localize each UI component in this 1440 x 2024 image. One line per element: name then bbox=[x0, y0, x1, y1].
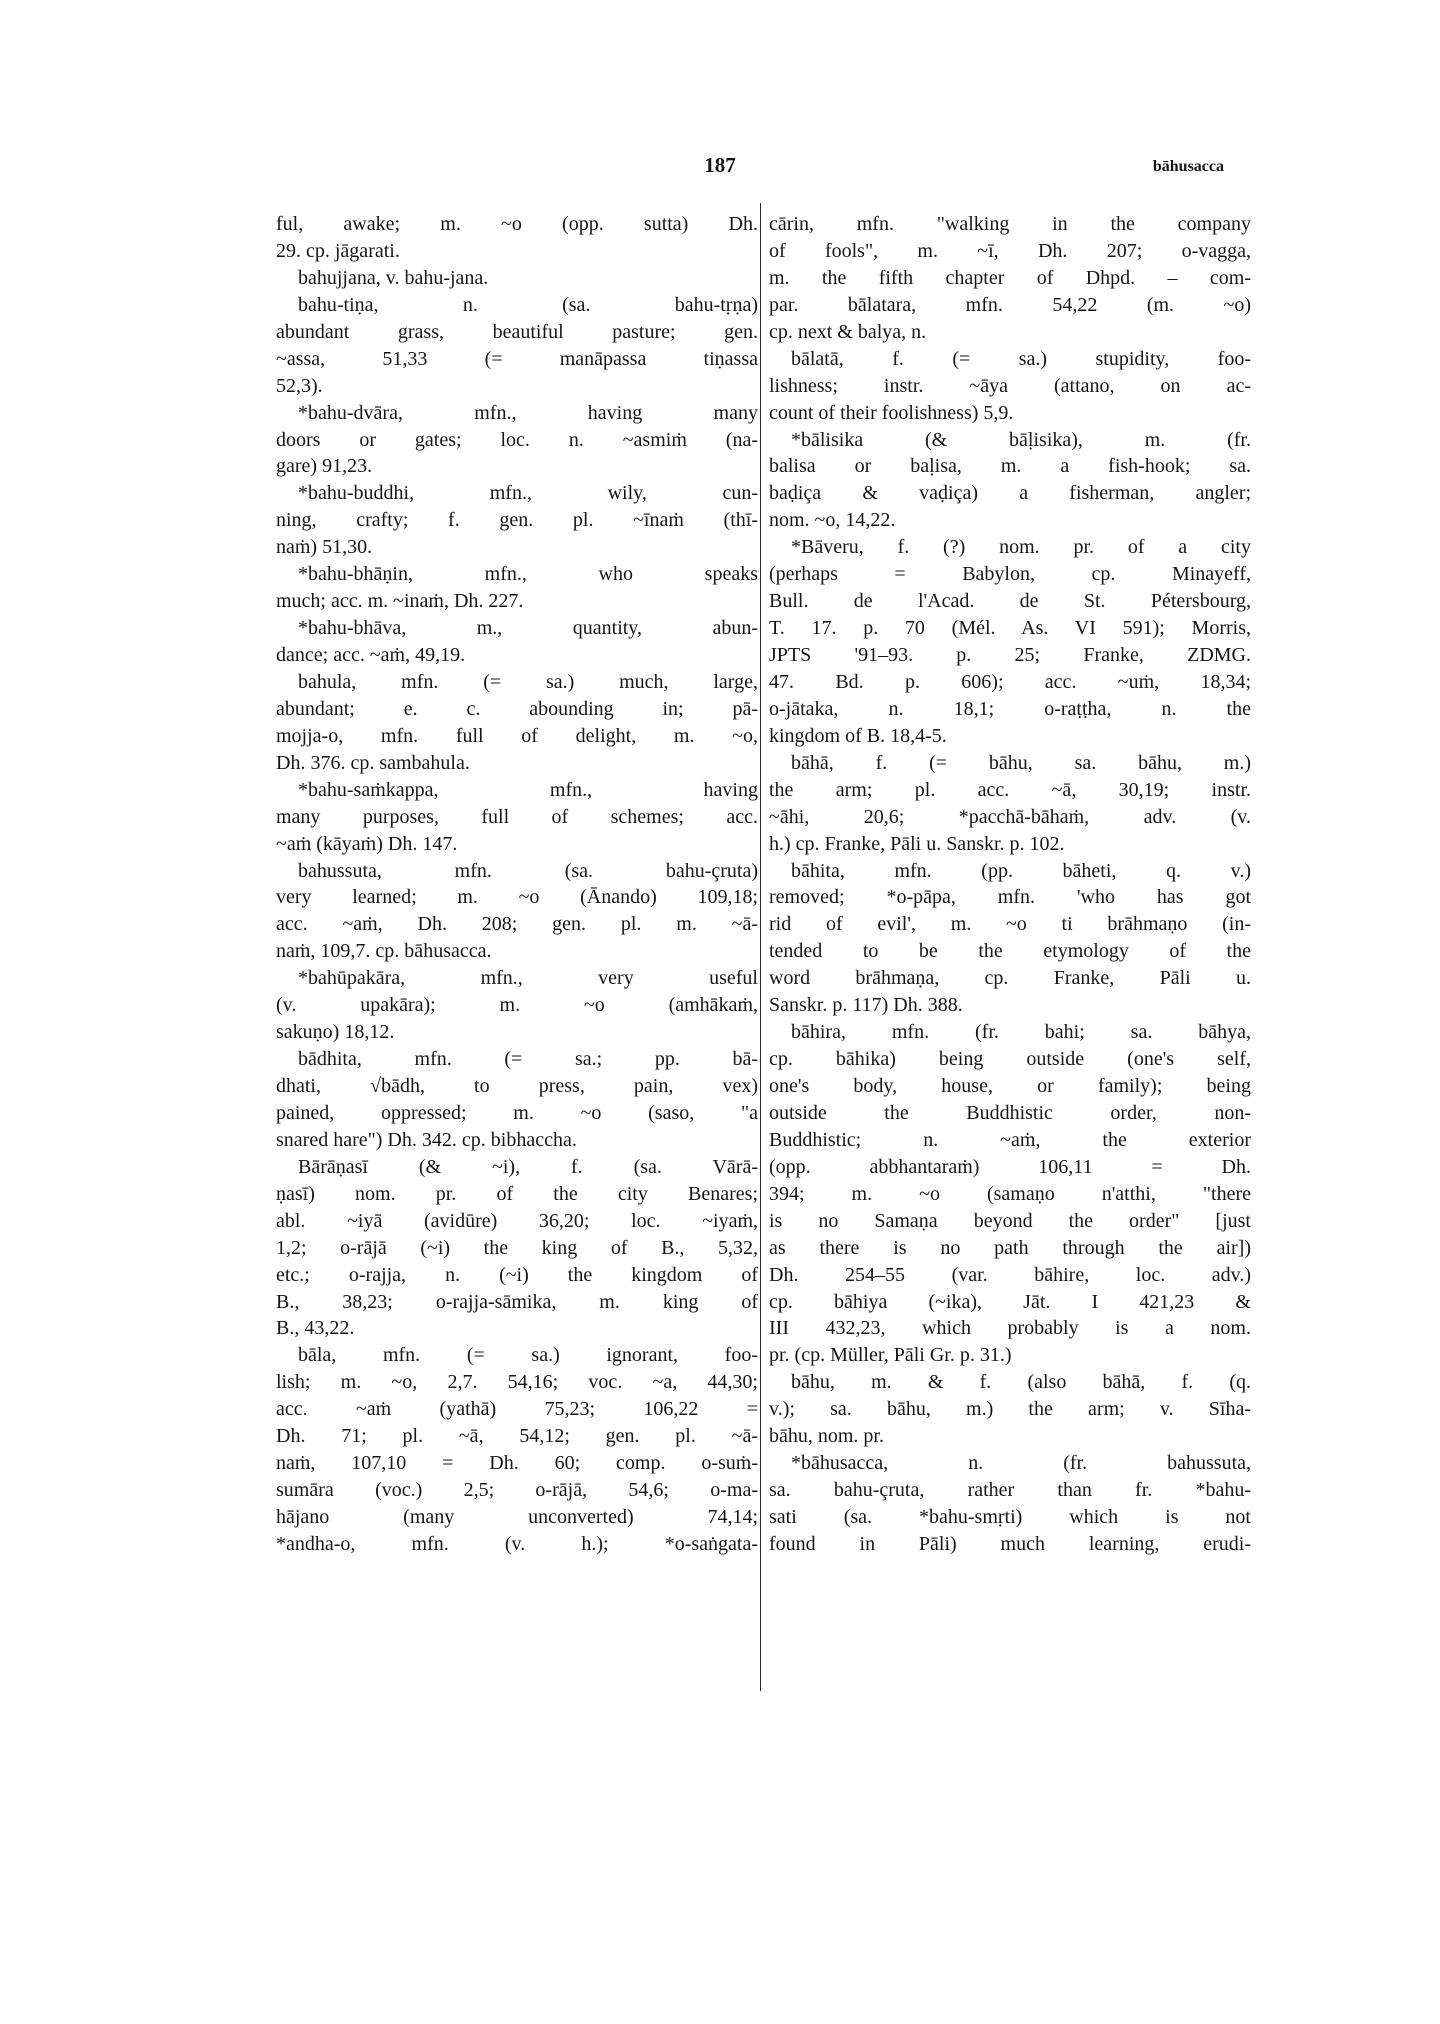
text-line: sati (sa. *bahu-smṛti) which is not bbox=[769, 1506, 1251, 1528]
text-line: m. the fifth chapter of Dhpd. – com- bbox=[769, 266, 1251, 289]
text-line: pr. (cp. Müller, Pāli Gr. p. 31.) bbox=[769, 1344, 1012, 1367]
text-line: bāhita, mfn. (pp. bāheti, q. v.) bbox=[791, 859, 1251, 882]
text-line: B., 43,22. bbox=[276, 1317, 355, 1340]
text-line: kingdom of B. 18,4-5. bbox=[769, 724, 947, 747]
text-line: count of their foolishness) 5,9. bbox=[769, 401, 1014, 424]
text-line: word brāhmaṇa, cp. Franke, Pāli u. bbox=[769, 967, 1251, 990]
text-line: bahu-tiṇa, n. (sa. bahu-tṛṇa) bbox=[298, 293, 758, 316]
text-line: acc. ~aṁ, Dh. 208; gen. pl. m. ~ā- bbox=[276, 913, 758, 936]
text-line: (v. upakāra); m. ~o (amhākaṁ, bbox=[276, 994, 758, 1017]
text-line: of fools", m. ~ī, Dh. 207; o-vagga, bbox=[769, 239, 1251, 262]
text-line: bahula, mfn. (= sa.) much, large, bbox=[298, 670, 758, 693]
left-column bbox=[276, 211, 758, 1558]
text-line: hājano (many unconverted) 74,14; bbox=[276, 1506, 758, 1528]
text-line: naṁ, 109,7. cp. bāhusacca. bbox=[276, 940, 492, 963]
text-line: 1,2; o-rājā (~i) the king of B., 5,32, bbox=[276, 1236, 758, 1259]
running-head: bāhusacca bbox=[1152, 158, 1224, 175]
text-line: cp. bāhiya (~ika), Jāt. I 421,23 & bbox=[769, 1290, 1251, 1313]
text-line: *bahūpakāra, mfn., very useful bbox=[298, 967, 758, 990]
text-line: ning, crafty; f. gen. pl. ~īnaṁ (thī- bbox=[276, 509, 758, 532]
text-line: *bahu-dvāra, mfn., having many bbox=[298, 401, 758, 424]
text-line: (perhaps = Babylon, cp. Minayeff, bbox=[769, 563, 1251, 586]
text-line: bāhā, f. (= bāhu, sa. bāhu, m.) bbox=[791, 751, 1251, 774]
text-line: *bālisika (& bāḷisika), m. (fr. bbox=[791, 428, 1251, 451]
text-line: baḍiça & vaḍiça) a fisherman, angler; bbox=[769, 482, 1251, 505]
text-line: very learned; m. ~o (Ānando) 109,18; bbox=[276, 886, 758, 909]
text-line: abundant; e. c. abounding in; pā- bbox=[276, 697, 758, 720]
text-line: bāla, mfn. (= sa.) ignorant, foo- bbox=[298, 1344, 758, 1367]
text-line: naṁ) 51,30. bbox=[276, 536, 373, 559]
text-line: bāhu, nom. pr. bbox=[769, 1425, 884, 1448]
text-line: found in Pāli) much learning, erudi- bbox=[769, 1532, 1251, 1555]
text-line: bāhu, m. & f. (also bāhā, f. (q. bbox=[791, 1371, 1251, 1394]
text-line: Dh. 254–55 (var. bāhire, loc. adv.) bbox=[769, 1263, 1251, 1286]
text-line: ṇasī) nom. pr. of the city Benares; bbox=[276, 1182, 758, 1205]
text-line: *andha-o, mfn. (v. h.); *o-saṅgata- bbox=[276, 1532, 758, 1555]
text-line: removed; *o-pāpa, mfn. 'who has got bbox=[769, 886, 1251, 909]
text-line: bahujjana, v. bahu-jana. bbox=[298, 266, 489, 289]
text-line: *bahu-saṁkappa, mfn., having bbox=[298, 778, 758, 801]
text-line: 394; m. ~o (samaṇo n'atthi, "there bbox=[769, 1182, 1251, 1205]
text-line: o-jātaka, n. 18,1; o-raṭṭha, n. the bbox=[769, 697, 1251, 720]
text-line: III 432,23, which probably is a nom. bbox=[769, 1317, 1251, 1340]
text-line: the arm; pl. acc. ~ā, 30,19; instr. bbox=[769, 778, 1251, 801]
text-line: bālatā, f. (= sa.) stupidity, foo- bbox=[791, 347, 1251, 370]
text-line: ful, awake; m. ~o (opp. sutta) Dh. bbox=[276, 213, 758, 235]
text-line: T. 17. p. 70 (Mél. As. VI 591); Morris, bbox=[769, 617, 1251, 640]
text-line: mojja-o, mfn. full of delight, m. ~o, bbox=[276, 724, 758, 747]
text-line: *bahu-bhāṇin, mfn., who speaks bbox=[298, 563, 758, 586]
text-line: Dh. 71; pl. ~ā, 54,12; gen. pl. ~ā- bbox=[276, 1425, 758, 1448]
text-line: B., 38,23; o-rajja-sāmika, m. king of bbox=[276, 1290, 758, 1313]
text-line: bāhira, mfn. (fr. bahi; sa. bāhya, bbox=[791, 1021, 1251, 1044]
text-line: Sanskr. p. 117) Dh. 388. bbox=[769, 994, 963, 1017]
text-line: cārin, mfn. "walking in the company bbox=[769, 213, 1251, 235]
text-line: Bull. de l'Acad. de St. Pétersbourg, bbox=[769, 590, 1251, 613]
text-line: cp. bāhika) being outside (one's self, bbox=[769, 1048, 1251, 1071]
text-line: *Bāveru, f. (?) nom. pr. of a city bbox=[791, 536, 1251, 559]
text-line: dhati, √bādh, to press, pain, vex) bbox=[276, 1075, 758, 1097]
text-line: sa. bahu-çruta, rather than fr. *bahu- bbox=[769, 1479, 1251, 1502]
text-line: dance; acc. ~aṁ, 49,19. bbox=[276, 644, 466, 666]
text-line: is no Samaṇa beyond the order" [just bbox=[769, 1209, 1251, 1232]
text-line: as there is no path through the air]) bbox=[769, 1236, 1251, 1259]
text-line: cp. next & balya, n. bbox=[769, 320, 927, 343]
text-line: pained, oppressed; m. ~o (saso, "a bbox=[276, 1101, 758, 1124]
text-line: *bahu-bhāva, m., quantity, abun- bbox=[298, 617, 758, 640]
text-line: 29. cp. jāgarati. bbox=[276, 239, 400, 262]
text-line: *bahu-buddhi, mfn., wily, cun- bbox=[298, 482, 758, 505]
column-divider bbox=[760, 203, 761, 1691]
text-line: sumāra (voc.) 2,5; o-rājā, 54,6; o-ma- bbox=[276, 1479, 758, 1502]
text-line: bahussuta, mfn. (sa. bahu-çruta) bbox=[298, 859, 758, 882]
text-line: tended to be the etymology of the bbox=[769, 940, 1251, 963]
text-line: ~āhi, 20,6; *pacchā-bāhaṁ, adv. (v. bbox=[769, 805, 1251, 828]
text-line: ~aṁ (kāyaṁ) Dh. 147. bbox=[276, 832, 458, 855]
text-line: gare) 91,23. bbox=[276, 455, 373, 478]
text-line: ~assa, 51,33 (= manāpassa tiṇassa bbox=[276, 347, 758, 370]
text-line: lish; m. ~o, 2,7. 54,16; voc. ~a, 44,30; bbox=[276, 1371, 758, 1394]
text-line: v.); sa. bāhu, m.) the arm; v. Sīha- bbox=[769, 1398, 1251, 1421]
text-line: bādhita, mfn. (= sa.; pp. bā- bbox=[298, 1048, 758, 1071]
text-line: much; acc. m. ~inaṁ, Dh. 227. bbox=[276, 590, 524, 613]
text-line: Buddhistic; n. ~aṁ, the exterior bbox=[769, 1128, 1251, 1151]
text-line: balisa or baḷisa, m. a fish-hook; sa. bbox=[769, 455, 1251, 478]
text-line: lishness; instr. ~āya (attano, on ac- bbox=[769, 374, 1251, 397]
text-line: nom. ~o, 14,22. bbox=[769, 509, 896, 532]
right-column bbox=[769, 211, 1251, 1558]
text-line: naṁ, 107,10 = Dh. 60; comp. o-suṁ- bbox=[276, 1452, 758, 1475]
text-line: etc.; o-rajja, n. (~i) the kingdom of bbox=[276, 1263, 758, 1286]
text-line: par. bālatara, mfn. 54,22 (m. ~o) bbox=[769, 293, 1251, 316]
text-line: (opp. abbhantaraṁ) 106,11 = Dh. bbox=[769, 1155, 1251, 1178]
text-line: one's body, house, or family); being bbox=[769, 1075, 1251, 1097]
page-number: 187 bbox=[704, 153, 736, 177]
text-line: many purposes, full of schemes; acc. bbox=[276, 805, 758, 828]
text-line: 47. Bd. p. 606); acc. ~uṁ, 18,34; bbox=[769, 670, 1251, 693]
text-line: sakuṇo) 18,12. bbox=[276, 1021, 395, 1044]
text-line: *bāhusacca, n. (fr. bahussuta, bbox=[791, 1452, 1251, 1475]
text-line: rid of evil', m. ~o ti brāhmaṇo (in- bbox=[769, 913, 1251, 936]
text-line: Bārāṇasī (& ~i), f. (sa. Vārā- bbox=[298, 1155, 758, 1178]
text-line: acc. ~aṁ (yathā) 75,23; 106,22 = bbox=[276, 1398, 758, 1421]
text-line: Dh. 376. cp. sambahula. bbox=[276, 751, 470, 774]
text-line: doors or gates; loc. n. ~asmiṁ (na- bbox=[276, 428, 758, 451]
text-line: abl. ~iyā (avidūre) 36,20; loc. ~iyaṁ, bbox=[276, 1209, 758, 1232]
text-line: outside the Buddhistic order, non- bbox=[769, 1101, 1251, 1124]
text-line: JPTS '91–93. p. 25; Franke, ZDMG. bbox=[769, 644, 1251, 666]
text-line: 52,3). bbox=[276, 374, 323, 397]
text-line: snared hare") Dh. 342. cp. bibhaccha. bbox=[276, 1128, 577, 1151]
text-line: h.) cp. Franke, Pāli u. Sanskr. p. 102. bbox=[769, 832, 1065, 855]
text-line: abundant grass, beautiful pasture; gen. bbox=[276, 320, 758, 343]
